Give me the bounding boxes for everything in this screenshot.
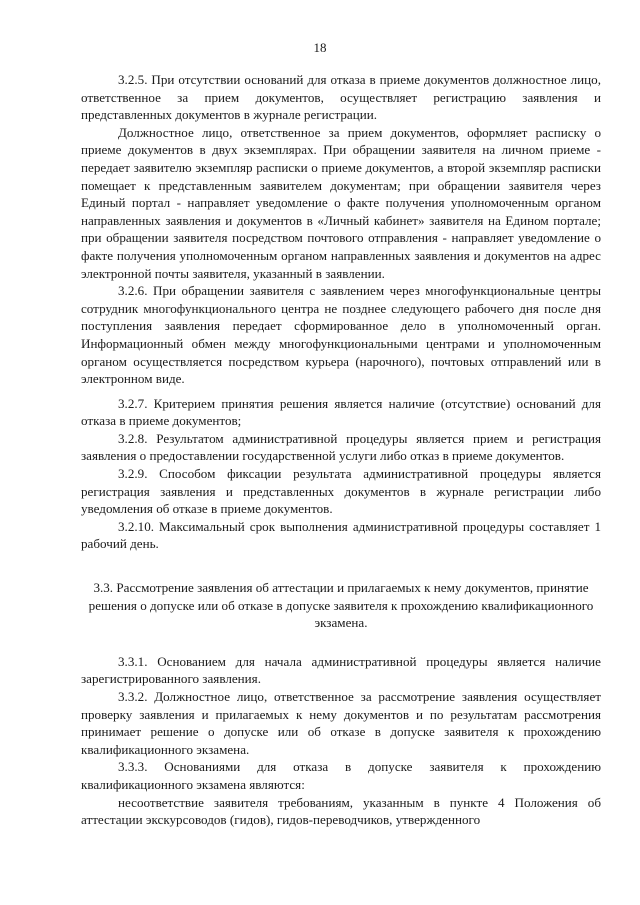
- section-heading-3-3: 3.3. Рассмотрение заявления об аттестации и прилагаемых к нему документов, принятие решения о допуске или об отказе в допуске заявителя к прохождению квалификационного экзамена.: [88, 580, 594, 631]
- document-body: [81, 71, 601, 829]
- paragraph-requirements: несоответствие заявителя требованиям, указанным в пункте 4 Положения об аттестации экскурсоводов (гидов), гидов-переводчиков, утвержденного: [81, 794, 601, 828]
- paragraph-3-2-5: 3.2.5. При отсутствии оснований для отказа в приеме документов должностное лицо, ответственное за прием документов, осуществляет регистрацию заявления и представленных документов в журнале регистрации.: [81, 72, 601, 123]
- paragraph-3-2-6: 3.2.6. При обращении заявителя с заявлением через многофункциональные центры сотрудник многофункционального центра не позднее следующего рабочего дня после дня поступления заявления передает сформированное дело в уполномоченный орган. Информационный обмен между многофункциональными центрами и уполномоченным органом осуществляется посредством курьера (нарочного), почтовых отправлений или в электронном виде.: [81, 283, 601, 387]
- paragraph-3-2-9: 3.2.9. Способом фиксации результата административной процедуры является регистрация заявления и представленных документов в журнале регистрации либо уведомления об отказе в приеме документов.: [81, 466, 601, 517]
- paragraph-3-3-1: 3.3.1. Основанием для начала административной процедуры является наличие зарегистрированного заявления.: [81, 653, 601, 687]
- paragraph-3-2-8: 3.2.8. Результатом административной процедуры является прием и регистрация заявления о предоставлении государственной услуги либо отказ в приеме документов.: [81, 430, 601, 464]
- paragraph-receipt: Должностное лицо, ответственное за прием документов, оформляет расписку о приеме документов в двух экземплярах. При обращении заявителя на личном приеме - передает заявителю экземпляр расписки о приеме документов, а второй экземпляр расписки помещает к представленным заявителем документам; при обращении заявителя через Единый портал - направляет уведомление о факте получения уполномоченным органом направленных заявления и документов в «Личный кабинет» заявителя на Едином портале; при обращении заявителя посредством почтового отправления - направляет уведомление о факте получения уполномоченным органом направленных заявления и документов на адрес электронной почты заявителя, указанный в заявлении.: [81, 124, 601, 281]
- paragraph-3-2-10: 3.2.10. Максимальный срок выполнения административной процедуры составляет 1 рабочий день.: [81, 518, 601, 552]
- paragraph-3-2-7: 3.2.7. Критерием принятия решения является наличие (отсутствие) оснований для отказа в приеме документов;: [81, 395, 601, 429]
- page-number: 18: [313, 40, 327, 55]
- paragraph-3-3-2: 3.3.2. Должностное лицо, ответственное за рассмотрение заявления осуществляет проверку заявления и прилагаемых к нему документов и по результатам рассмотрения принимает решение о допуске или об отказе в допуске заявителя к прохождению квалификационного экзамена.: [81, 689, 601, 757]
- paragraph-3-3-3: 3.3.3. Основаниями для отказа в допуске заявителя к прохождению квалификационного экзамена являются:: [81, 759, 601, 792]
